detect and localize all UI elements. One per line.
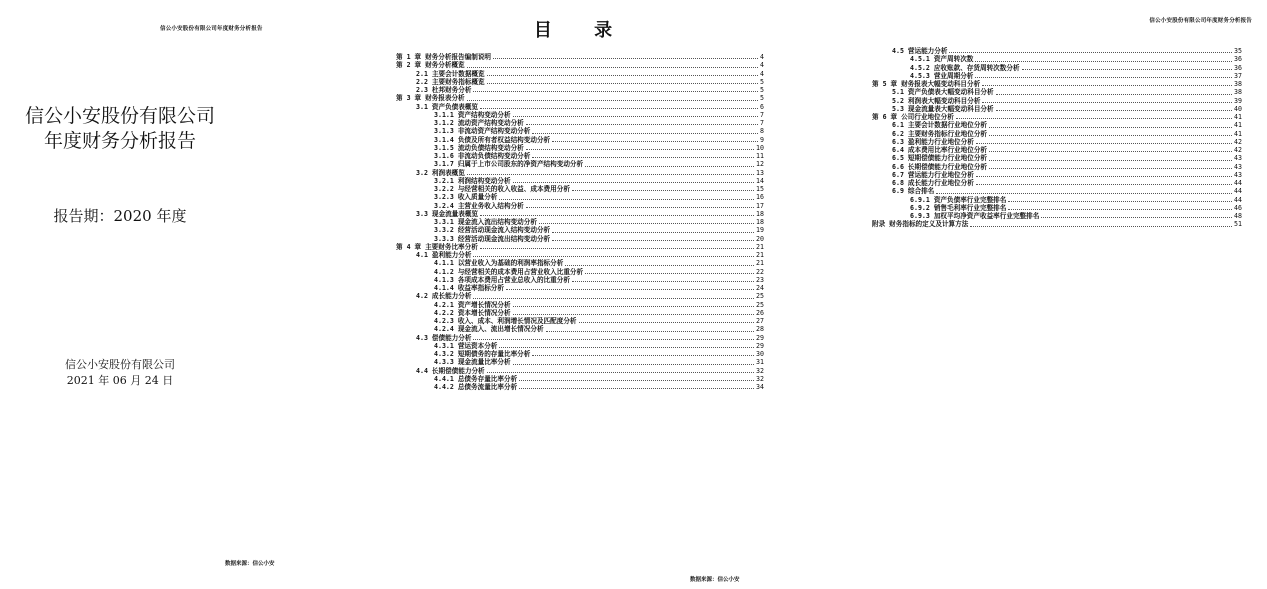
toc-entry[interactable] — [872, 187, 1242, 195]
toc-entry[interactable] — [396, 202, 764, 210]
toc-entry-page: 16 — [756, 193, 764, 202]
dot-leader — [473, 339, 754, 340]
toc-entry[interactable] — [396, 144, 764, 152]
toc-entry-page: 40 — [1234, 104, 1242, 113]
dot-leader — [956, 118, 1232, 119]
toc-entry-title: 第 2 章 财务分析概览 — [396, 61, 465, 70]
dot-leader — [513, 364, 754, 365]
toc-entry-title: 3.1 资产负债表概览 — [416, 102, 479, 111]
toc-entry[interactable] — [872, 47, 1242, 55]
dot-leader — [480, 215, 754, 216]
toc-entry[interactable] — [396, 185, 764, 193]
toc-entry[interactable] — [396, 235, 764, 243]
dot-leader — [989, 151, 1232, 152]
toc-entry-page: 21 — [756, 242, 764, 251]
toc-entry-title: 4.5.1 资产周转次数 — [910, 55, 974, 64]
toc-entry[interactable] — [872, 130, 1242, 138]
toc-entry-page: 10 — [756, 143, 764, 152]
toc-entry-title: 4.4 长期偿债能力分析 — [416, 366, 485, 375]
toc-title: 目 录 — [533, 20, 631, 41]
toc-entry-page: 20 — [756, 234, 764, 243]
toc-entry-page: 5 — [760, 94, 764, 103]
dot-leader — [585, 166, 754, 167]
toc-entry[interactable] — [872, 196, 1242, 204]
toc-entry-page: 29 — [756, 341, 764, 350]
toc-entry-title: 6.4 成本费用比率行业地位分析 — [892, 146, 988, 154]
toc-entry-page: 5 — [760, 86, 764, 94]
toc-entry[interactable] — [396, 243, 764, 251]
toc-page-continued — [866, 0, 1266, 589]
dot-leader — [493, 58, 758, 59]
dot-leader — [996, 94, 1232, 95]
data-source: 数据来源：信公小安 — [225, 561, 275, 567]
toc-entry[interactable] — [872, 179, 1242, 187]
toc-entry[interactable] — [396, 276, 764, 284]
dot-leader — [976, 143, 1232, 144]
toc-entry-page: 5 — [760, 77, 764, 86]
toc-page — [388, 0, 773, 589]
toc-entry[interactable] — [396, 86, 764, 94]
toc-entry-title: 4.3 偿债能力分析 — [416, 333, 472, 342]
toc-entry-title: 3.1.1 资产结构变动分析 — [434, 110, 511, 119]
dot-leader — [526, 149, 754, 150]
cover-page — [0, 0, 380, 589]
toc-entry-page: 18 — [756, 218, 764, 226]
toc-entry-page: 7 — [760, 119, 764, 127]
running-header: 信公小安股份有限公司年度财务分析报告 — [1149, 18, 1252, 24]
toc-entry-title: 6.1 主要会计数据行业地位分析 — [892, 121, 988, 130]
toc-entry-page: 41 — [1234, 113, 1242, 121]
toc-entry-title: 2.2 主要财务指标概览 — [416, 77, 485, 86]
issuer-name: 信公小安股份有限公司 — [65, 358, 175, 371]
toc-entry-title: 6.2 主要财务指标行业地位分析 — [892, 129, 988, 138]
dot-leader — [539, 223, 754, 224]
toc-entry-page: 43 — [1234, 154, 1242, 163]
dot-leader — [585, 273, 754, 274]
toc-entry-title: 6.9 综合排名 — [892, 187, 935, 196]
toc-entry-title: 第 3 章 财务报表分析 — [396, 94, 465, 103]
dot-leader — [480, 248, 754, 249]
toc-entry[interactable] — [396, 292, 764, 300]
toc-entry-title: 3.1.5 流动负债结构变动分析 — [434, 143, 524, 152]
report-period: 报告期：2020 年度 — [53, 207, 187, 225]
toc-entry[interactable] — [872, 138, 1242, 146]
toc-entry[interactable] — [872, 163, 1242, 171]
toc-entry[interactable] — [396, 160, 764, 168]
toc-entry-page: 38 — [1234, 88, 1242, 97]
toc-entry[interactable] — [396, 119, 764, 127]
toc-entry-page: 25 — [756, 300, 764, 309]
dot-leader — [552, 232, 754, 233]
toc-entry-page: 35 — [1234, 47, 1242, 55]
toc-entry[interactable] — [872, 171, 1242, 179]
toc-entry[interactable] — [872, 64, 1242, 72]
toc-entry-title: 附录 财务指标的定义及计算方法 — [872, 220, 969, 229]
toc-entry-page: 37 — [1234, 71, 1242, 80]
toc-entry-title: 6.8 成长能力行业地位分析 — [892, 179, 974, 187]
toc-entry-page: 38 — [1234, 80, 1242, 88]
toc-entry-title: 3.3 现金流量表概览 — [416, 209, 479, 218]
toc-entry-page: 19 — [756, 226, 764, 235]
toc-entry[interactable] — [396, 136, 764, 144]
toc-entry-page: 51 — [1234, 220, 1242, 229]
toc-entry-page: 44 — [1234, 187, 1242, 196]
dot-leader — [546, 331, 755, 332]
dot-leader — [1041, 217, 1232, 218]
dot-leader — [1022, 69, 1233, 70]
toc-entry-title: 第 4 章 主要财务比率分析 — [396, 242, 478, 251]
toc-entry-title: 4.2.1 资产增长情况分析 — [434, 300, 511, 309]
dot-leader — [976, 184, 1232, 185]
toc-entry[interactable] — [872, 105, 1242, 113]
toc-entry-title: 3.3.1 现金流入流出结构变动分析 — [434, 218, 537, 226]
dot-leader — [519, 388, 754, 389]
toc-entry-title: 3.2 利润表概览 — [416, 168, 465, 177]
dot-leader — [473, 91, 758, 92]
toc-entry-page: 13 — [756, 168, 764, 177]
toc-entry[interactable] — [872, 212, 1242, 220]
company-name: 信公小安股份有限公司 — [24, 105, 215, 127]
toc-entry-page: 30 — [756, 350, 764, 358]
toc-entry[interactable] — [396, 259, 764, 267]
toc-entry[interactable] — [396, 350, 764, 358]
toc-entry-title: 3.2.1 利润结构变动分析 — [434, 176, 511, 185]
toc-entry-title: 3.1.2 流动资产结构变动分析 — [434, 119, 524, 127]
toc-entry-page: 9 — [760, 135, 764, 144]
toc-entry[interactable] — [396, 301, 764, 309]
toc-entry[interactable] — [396, 375, 764, 383]
toc-entry-title: 6.3 盈利能力行业地位分析 — [892, 137, 974, 146]
toc-entry-title: 3.2.4 主营业务收入结构分析 — [434, 201, 524, 210]
toc-entry-title: 4.5.2 应收账款、存货周转次数分析 — [910, 63, 1020, 72]
toc-entry[interactable] — [872, 204, 1242, 212]
toc-entry-page: 39 — [1234, 96, 1242, 105]
toc-entry-page: 29 — [756, 333, 764, 342]
issue-date: 2021 年 06 月 24 日 — [66, 374, 174, 387]
toc-entry[interactable] — [396, 152, 764, 160]
toc-entry-title: 5.3 现金流量表大幅变动科目分析 — [892, 104, 994, 113]
toc-entry-title: 6.5 短期偿债能力行业地位分析 — [892, 154, 988, 163]
toc-entry-page: 44 — [1234, 195, 1242, 204]
toc-entry-page: 44 — [1234, 179, 1242, 187]
toc-entry[interactable] — [872, 220, 1242, 228]
toc-entry-page: 21 — [756, 259, 764, 268]
toc-entry-page: 32 — [756, 374, 764, 383]
toc-entry[interactable] — [396, 61, 764, 69]
toc-entry-page: 6 — [760, 102, 764, 111]
toc-entry[interactable] — [396, 218, 764, 226]
toc-entry[interactable] — [872, 88, 1242, 96]
toc-entry-page: 25 — [756, 292, 764, 301]
dot-leader — [1008, 201, 1232, 202]
dot-leader — [480, 108, 758, 109]
toc-entry[interactable] — [396, 383, 764, 391]
toc-entry-title: 4.1.1 以营业收入为基础的利润率指标分析 — [434, 259, 564, 268]
dot-leader — [970, 226, 1232, 227]
toc-entry-page: 36 — [1234, 63, 1242, 72]
toc-entry-title: 3.1.6 非流动负债结构变动分析 — [434, 152, 531, 160]
toc-entry-page: 15 — [756, 185, 764, 193]
toc-entry-page: 18 — [756, 209, 764, 218]
toc-entry[interactable] — [396, 193, 764, 201]
toc-entry[interactable] — [396, 367, 764, 375]
toc-entry-title: 3.2.2 与经营相关的收入收益、成本费用分析 — [434, 185, 570, 193]
toc-entry-title: 第 1 章 财务分析报告编制说明 — [396, 53, 492, 61]
dot-leader — [552, 240, 754, 241]
report-title: 年度财务分析报告 — [43, 130, 196, 152]
toc-entry-title: 2.3 杜邦财务分析 — [416, 86, 472, 94]
toc-entry-title: 4.1.4 收益率指标分析 — [434, 284, 504, 292]
toc-entry-page: 24 — [756, 284, 764, 292]
toc-entry-page: 4 — [760, 61, 764, 70]
toc-entry[interactable] — [396, 284, 764, 292]
toc-entry[interactable] — [872, 80, 1242, 88]
toc-entry-page: 41 — [1234, 129, 1242, 138]
toc-entry[interactable] — [396, 342, 764, 350]
toc-entry-title: 4.3.2 短期债务的存量比率分析 — [434, 350, 531, 358]
toc-entry-page: 12 — [756, 160, 764, 169]
toc-entry-title: 4.4.2 总债务流量比率分析 — [434, 383, 518, 391]
toc-entry[interactable] — [396, 177, 764, 185]
toc-entry-page: 27 — [756, 317, 764, 325]
toc-entry-page: 28 — [756, 325, 764, 334]
toc-entry-title: 4.3.1 营运资本分析 — [434, 341, 498, 350]
toc-entry[interactable] — [872, 55, 1242, 63]
dot-leader — [552, 141, 758, 142]
toc-entry-title: 3.1.4 负债及所有者权益结构变动分析 — [434, 135, 551, 144]
dot-leader — [526, 207, 754, 208]
toc-entry-title: 4.5 营运能力分析 — [892, 47, 948, 55]
toc-entry-page: 34 — [756, 383, 764, 391]
toc-entry-title: 4.1 盈利能力分析 — [416, 251, 472, 259]
dot-leader — [572, 281, 754, 282]
toc-entry-title: 4.1.3 各项成本费用占营业总收入的比重分析 — [434, 275, 570, 284]
toc-entry[interactable] — [872, 121, 1242, 129]
dot-leader — [467, 100, 758, 101]
toc-entry-title: 3.3.3 经营活动现金流出结构变动分析 — [434, 234, 551, 243]
toc-entry-title: 第 5 章 财务报表大幅变动科目分析 — [872, 80, 981, 88]
toc-entry-page: 23 — [756, 275, 764, 284]
toc-entry-title: 6.6 长期偿债能力行业地位分析 — [892, 162, 988, 171]
dot-leader — [513, 314, 754, 315]
dot-leader — [519, 380, 754, 381]
toc-entry[interactable] — [396, 70, 764, 78]
data-source: 数据来源：信公小安 — [690, 577, 740, 583]
dot-leader — [487, 75, 758, 76]
toc-entry[interactable] — [396, 251, 764, 259]
dot-leader — [989, 160, 1232, 161]
toc-entry[interactable] — [396, 309, 764, 317]
dot-leader — [513, 306, 754, 307]
toc-entry[interactable] — [396, 78, 764, 86]
toc-entry[interactable] — [872, 97, 1242, 105]
dot-leader — [473, 256, 754, 257]
toc-entry-title: 4.3.3 现金流量比率分析 — [434, 358, 511, 367]
toc-entry-title: 4.2.3 收入、成本、利润增长情况及匹配度分析 — [434, 317, 577, 325]
toc-entry-title: 4.2.4 现金流入、流出增长情况分析 — [434, 325, 544, 334]
dot-leader — [513, 116, 758, 117]
dot-leader — [532, 157, 754, 158]
toc-entry[interactable] — [396, 127, 764, 135]
toc-list — [872, 47, 1242, 229]
toc-entry[interactable] — [872, 72, 1242, 80]
dot-leader — [989, 127, 1232, 128]
toc-entry-page: 42 — [1234, 137, 1242, 146]
toc-entry-title: 5.1 资产负债表大幅变动科目分析 — [892, 88, 994, 97]
toc-entry-page: 46 — [1234, 203, 1242, 212]
toc-entry[interactable] — [396, 334, 764, 342]
toc-entry[interactable] — [396, 94, 764, 102]
toc-entry-title: 4.2.2 资本增长情况分析 — [434, 308, 511, 317]
dot-leader — [982, 85, 1232, 86]
toc-entry-title: 3.1.7 归属于上市公司股东的净资产结构变动分析 — [434, 160, 584, 169]
toc-entry[interactable] — [872, 154, 1242, 162]
toc-entry-title: 4.1.2 与经营相关的成本费用占营业收入比重分析 — [434, 267, 584, 276]
dot-leader — [506, 289, 754, 290]
dot-leader — [996, 110, 1232, 111]
toc-entry[interactable] — [396, 317, 764, 325]
dot-leader — [975, 61, 1232, 62]
dot-leader — [487, 372, 754, 373]
dot-leader — [949, 52, 1232, 53]
toc-entry-title: 6.9.1 资产负债率行业完整排名 — [910, 195, 1007, 204]
toc-entry-page: 43 — [1234, 170, 1242, 179]
dot-leader — [487, 83, 758, 84]
toc-entry-title: 6.7 营运能力行业地位分析 — [892, 170, 974, 179]
toc-entry[interactable] — [872, 146, 1242, 154]
dot-leader — [526, 124, 758, 125]
toc-entry-page: 11 — [756, 152, 764, 160]
toc-entry-title: 4.4.1 总债务存量比率分析 — [434, 374, 518, 383]
toc-entry-page: 21 — [756, 251, 764, 259]
dot-leader — [473, 298, 754, 299]
dot-leader — [936, 193, 1232, 194]
toc-entry-title: 6.9.2 销售毛利率行业完整排名 — [910, 203, 1007, 212]
toc-entry-page: 48 — [1234, 212, 1242, 220]
dot-leader — [467, 67, 758, 68]
toc-entry-page: 26 — [756, 308, 764, 317]
dot-leader — [975, 77, 1232, 78]
toc-entry[interactable] — [396, 103, 764, 111]
toc-entry-title: 4.2 成长能力分析 — [416, 292, 472, 301]
dot-leader — [976, 176, 1232, 177]
toc-entry[interactable] — [396, 169, 764, 177]
toc-entry[interactable] — [396, 325, 764, 333]
toc-entry-page: 22 — [756, 267, 764, 276]
toc-entry-page: 7 — [760, 110, 764, 119]
dot-leader — [513, 182, 754, 183]
toc-entry-title: 6.9.3 加权平均净资产收益率行业完整排名 — [910, 212, 1040, 220]
dot-leader — [532, 133, 758, 134]
toc-entry-title: 4.5.3 营业周期分析 — [910, 71, 974, 80]
toc-entry-page: 36 — [1234, 55, 1242, 64]
toc-entry[interactable] — [396, 111, 764, 119]
toc-entry[interactable] — [396, 53, 764, 61]
dot-leader — [572, 190, 754, 191]
toc-entry-page: 43 — [1234, 162, 1242, 171]
dot-leader — [989, 168, 1232, 169]
running-header: 信公小安股份有限公司年度财务分析报告 — [160, 26, 263, 32]
toc-entry[interactable] — [396, 358, 764, 366]
dot-leader — [499, 347, 754, 348]
toc-entry-title: 3.2.3 收入质量分析 — [434, 193, 498, 202]
toc-entry[interactable] — [872, 113, 1242, 121]
toc-entry-title: 第 6 章 公司行业地位分析 — [872, 113, 954, 121]
dot-leader — [982, 102, 1232, 103]
toc-entry-title: 3.1.3 非流动资产结构变动分析 — [434, 127, 531, 136]
toc-entry-page: 4 — [760, 69, 764, 78]
toc-entry-title: 3.3.2 经营活动现金流入结构变动分析 — [434, 226, 551, 235]
toc-entry-page: 17 — [756, 201, 764, 210]
toc-entry-page: 8 — [760, 127, 764, 136]
toc-entry[interactable] — [396, 268, 764, 276]
toc-entry-page: 42 — [1234, 146, 1242, 154]
dot-leader — [467, 174, 754, 175]
toc-list — [396, 53, 764, 391]
dot-leader — [532, 355, 754, 356]
dot-leader — [579, 322, 755, 323]
toc-entry[interactable] — [396, 210, 764, 218]
dot-leader — [499, 199, 754, 200]
toc-entry-page: 41 — [1234, 121, 1242, 130]
toc-entry-title: 5.2 利润表大幅变动科目分析 — [892, 96, 981, 105]
toc-entry-page: 32 — [756, 366, 764, 375]
dot-leader — [565, 265, 754, 266]
toc-entry-title: 2.1 主要会计数据概览 — [416, 69, 485, 78]
toc-entry-page: 4 — [760, 53, 764, 61]
dot-leader — [1008, 209, 1232, 210]
toc-entry[interactable] — [396, 226, 764, 234]
toc-entry-page: 31 — [756, 358, 764, 367]
toc-entry-page: 14 — [756, 176, 764, 185]
dot-leader — [989, 135, 1232, 136]
